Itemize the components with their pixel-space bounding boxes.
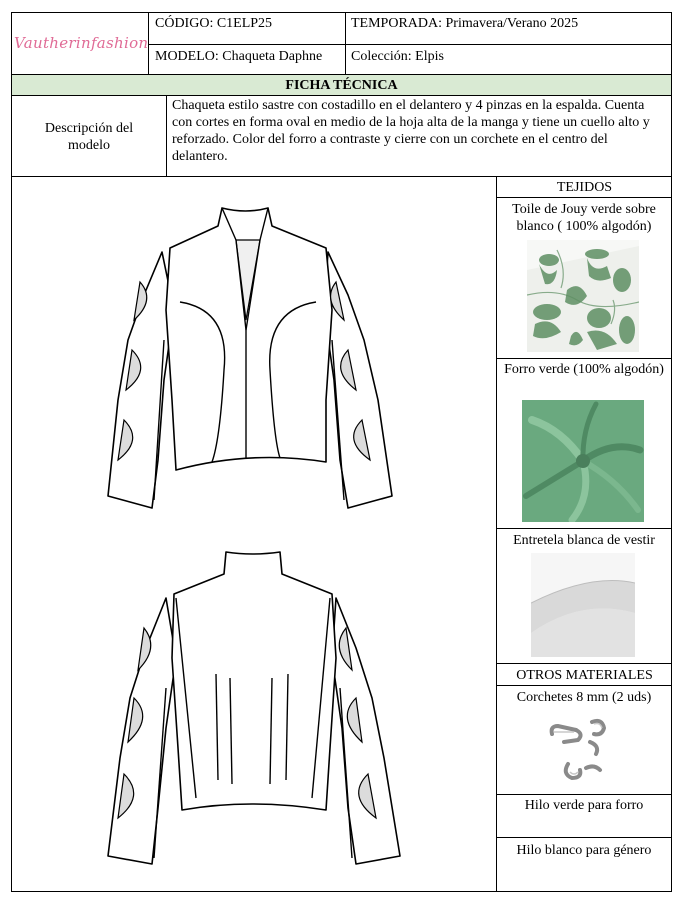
logo: Vautherinfashion: [14, 34, 149, 52]
coleccion-field: Colección: Elpis: [351, 49, 444, 64]
modelo-field: MODELO: Chaqueta Daphne: [155, 49, 323, 64]
jacket-back-drawing: [100, 548, 410, 868]
other-material-green-thread: Hilo verde para forro: [524, 798, 644, 813]
other-material-hooks: Corchetes 8 mm (2 uds): [516, 690, 652, 705]
fabric-name-toile: Toile de Jouy verde sobre blanco ( 100% algodón): [512, 202, 656, 234]
temporada-field: TEMPORADA: Primavera/Verano 2025: [351, 16, 579, 31]
fabric-name-lining: Forro verde (100% algodón): [504, 362, 664, 377]
hook-eye-icon: [546, 712, 624, 784]
fabrics-heading: TEJIDOS: [556, 180, 613, 195]
other-material-white-thread: Hilo blanco para género: [516, 843, 652, 858]
green-lining-swatch: [522, 400, 644, 522]
toile-swatch: [527, 240, 639, 352]
other-materials-heading: OTROS MATERIALES: [516, 668, 653, 683]
description-text: Chaqueta estilo sastre con costadillo en el delantero y 4 pinzas en la espalda. Cuenta con cortes en forma oval en medio de la hoja alta de la manga y tiene un cuello alto y reforzado. Color del forro a contraste y cierre con un corchete en el centro del delantero.: [172, 98, 650, 164]
description-label: Descripción del modelo: [44, 121, 134, 153]
fabric-name-interfacing: Entretela blanca de vestir: [513, 533, 655, 548]
codigo-field: CÓDIGO: C1ELP25: [155, 16, 273, 31]
section-title: FICHA TÉCNICA: [285, 78, 398, 93]
white-interfacing-swatch: [531, 553, 635, 657]
jacket-front-drawing: [100, 200, 400, 512]
